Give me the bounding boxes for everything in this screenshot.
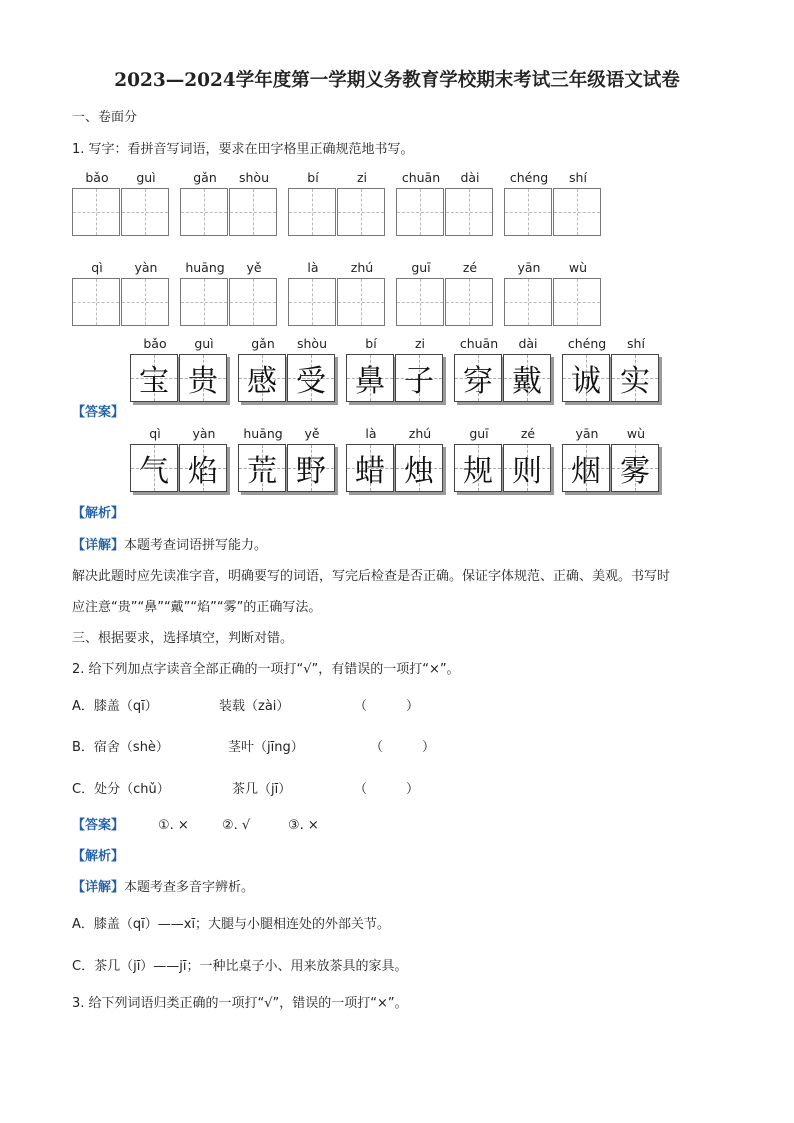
explanation-1b: 应注意“贵”“鼻”“戴”“焰”“雾”的正确写法。 [72,600,322,615]
section-heading: 一、卷面分 [72,110,138,125]
answer-character: 受 [296,364,326,399]
answer-character-box [454,444,502,492]
tianzige-box[interactable] [504,278,552,326]
answer-character: 荒 [247,454,277,489]
pinyin-label: qì [149,426,161,441]
answer-character: 则 [512,454,542,489]
tianzige-box[interactable] [180,278,228,326]
pinyin-label: bǎo [143,336,167,351]
answer-character: 诚 [571,364,601,399]
pinyin-label: bí [307,170,319,185]
answer-character: 穿 [463,364,493,399]
answer-character-box [346,354,394,402]
answer-character: 鼻 [355,364,385,399]
pinyin-label: wù [568,260,588,275]
q2-option-b: B．宿舍（shè） 茎叶（jīng） （ ） [72,740,436,755]
pinyin-label: zé [520,426,536,441]
pinyin-label: huāng [243,426,283,441]
q2-option-c: C．处分（chǔ） 茶几（jī） （ ） [72,782,420,797]
detail-2: 【详解】本题考查多音字辨析。 [72,880,255,895]
pinyin-label: zi [414,336,426,351]
section-heading-3: 三、根据要求，选择填空，判断对错。 [72,631,294,646]
question-2: 2. 给下列加点字读音全部正确的一项打“√”，有错误的一项打“×”。 [72,662,460,677]
answer-character-box [179,444,227,492]
pinyin-label: yān [517,260,541,275]
answer-character: 子 [404,364,434,399]
pinyin-label: wù [626,426,646,441]
answer-character: 规 [463,454,493,489]
answer-character: 野 [296,454,326,489]
tianzige-box[interactable] [288,278,336,326]
tianzige-box[interactable] [229,278,277,326]
pinyin-label: dài [518,336,538,351]
question-1: 1. 写字：看拼音写词语，要求在田字格里正确规范地书写。 [72,142,414,157]
answer-character: 感 [247,364,277,399]
answer-character: 宝 [139,364,169,399]
tianzige-box[interactable] [288,188,336,236]
pinyin-label: chéng [567,336,607,351]
answer-character-box [238,444,286,492]
tianzige-box[interactable] [504,188,552,236]
answer-character: 戴 [512,364,542,399]
answer-character-box [287,354,335,402]
answer-character: 烛 [404,454,434,489]
pinyin-label: chéng [509,170,549,185]
answer-character: 雾 [620,454,650,489]
pinyin-label: guī [411,260,431,275]
answer-character-box [503,354,551,402]
answer-character: 实 [620,364,650,399]
pinyin-label: gǎn [193,170,217,185]
pinyin-label: gǎn [251,336,275,351]
explanation-1a: 解决此题时应先读准字音，明确要写的词语，写完后检查是否正确。保证字体规范、正确、美观。书写时 [72,569,671,584]
answer-character: 烟 [571,454,601,489]
tianzige-box[interactable] [121,278,169,326]
answer-character-box [130,444,178,492]
answer-character-box [238,354,286,402]
pinyin-label: là [307,260,319,275]
tianzige-box[interactable] [445,278,493,326]
pinyin-label: guī [469,426,489,441]
pinyin-label: bǎo [85,170,109,185]
pinyin-label: zi [356,170,368,185]
pinyin-label: shí [569,170,587,185]
pinyin-label: zhú [408,426,432,441]
answer-character-box [562,444,610,492]
pinyin-label: dài [460,170,480,185]
answer-character-box [395,354,443,402]
tianzige-box[interactable] [72,278,120,326]
answer-character-box [130,354,178,402]
pinyin-label: zhú [350,260,374,275]
answer-character: 贵 [188,364,218,399]
pinyin-label: chuān [459,336,499,351]
pinyin-label: chuān [401,170,441,185]
answer-character: 气 [139,454,169,489]
tianzige-box[interactable] [396,278,444,326]
answer-character: 焰 [188,454,218,489]
pinyin-label: shí [627,336,645,351]
tianzige-box[interactable] [121,188,169,236]
tianzige-box[interactable] [445,188,493,236]
pinyin-label: yān [575,426,599,441]
pinyin-label: shòu [238,170,269,185]
analysis-label: 【解析】 [72,506,125,521]
answer-character-box [611,354,659,402]
answer-label: 【答案】 [72,405,125,420]
answer-character-box [562,354,610,402]
tianzige-box[interactable] [180,188,228,236]
pinyin-label: là [365,426,377,441]
tianzige-box[interactable] [396,188,444,236]
pinyin-label: guì [136,170,156,185]
tianzige-box[interactable] [553,278,601,326]
pinyin-label: yàn [134,260,158,275]
explanation-2a: A．膝盖（qī）——xī；大腿与小腿相连处的外部关节。 [72,917,391,932]
pinyin-label: shòu [296,336,327,351]
detail-1: 【详解】本题考查词语拼写能力。 [72,538,268,553]
analysis-label-2: 【解析】 [72,849,125,864]
q2-option-a: A．膝盖（qī） 装载（zài） （ ） [72,699,420,714]
pinyin-label: zé [462,260,478,275]
answer-character: 蜡 [355,454,385,489]
tianzige-box[interactable] [553,188,601,236]
answer-character-box [503,444,551,492]
q2-answer: 【答案】 ①. × ②. √ ③. × [72,818,319,833]
tianzige-box[interactable] [229,188,277,236]
tianzige-box[interactable] [337,278,385,326]
pinyin-label: guì [194,336,214,351]
answer-character-box [395,444,443,492]
pinyin-label: yàn [192,426,216,441]
question-3: 3. 给下列词语归类正确的一项打“√”，错误的一项打“×”。 [72,996,408,1011]
pinyin-label: yě [304,426,320,441]
answer-character-box [454,354,502,402]
answer-character-box [611,444,659,492]
pinyin-label: bí [365,336,377,351]
page-title: 2023—2024学年度第一学期义务教育学校期末考试三年级语文试卷 [114,70,680,91]
pinyin-label: yě [246,260,262,275]
explanation-2c: C．茶几（jī）——jī；一种比桌子小、用来放茶具的家具。 [72,959,408,974]
pinyin-label: qì [91,260,103,275]
tianzige-box[interactable] [72,188,120,236]
answer-character-box [179,354,227,402]
tianzige-box[interactable] [337,188,385,236]
pinyin-label: huāng [185,260,225,275]
answer-character-box [287,444,335,492]
answer-character-box [346,444,394,492]
